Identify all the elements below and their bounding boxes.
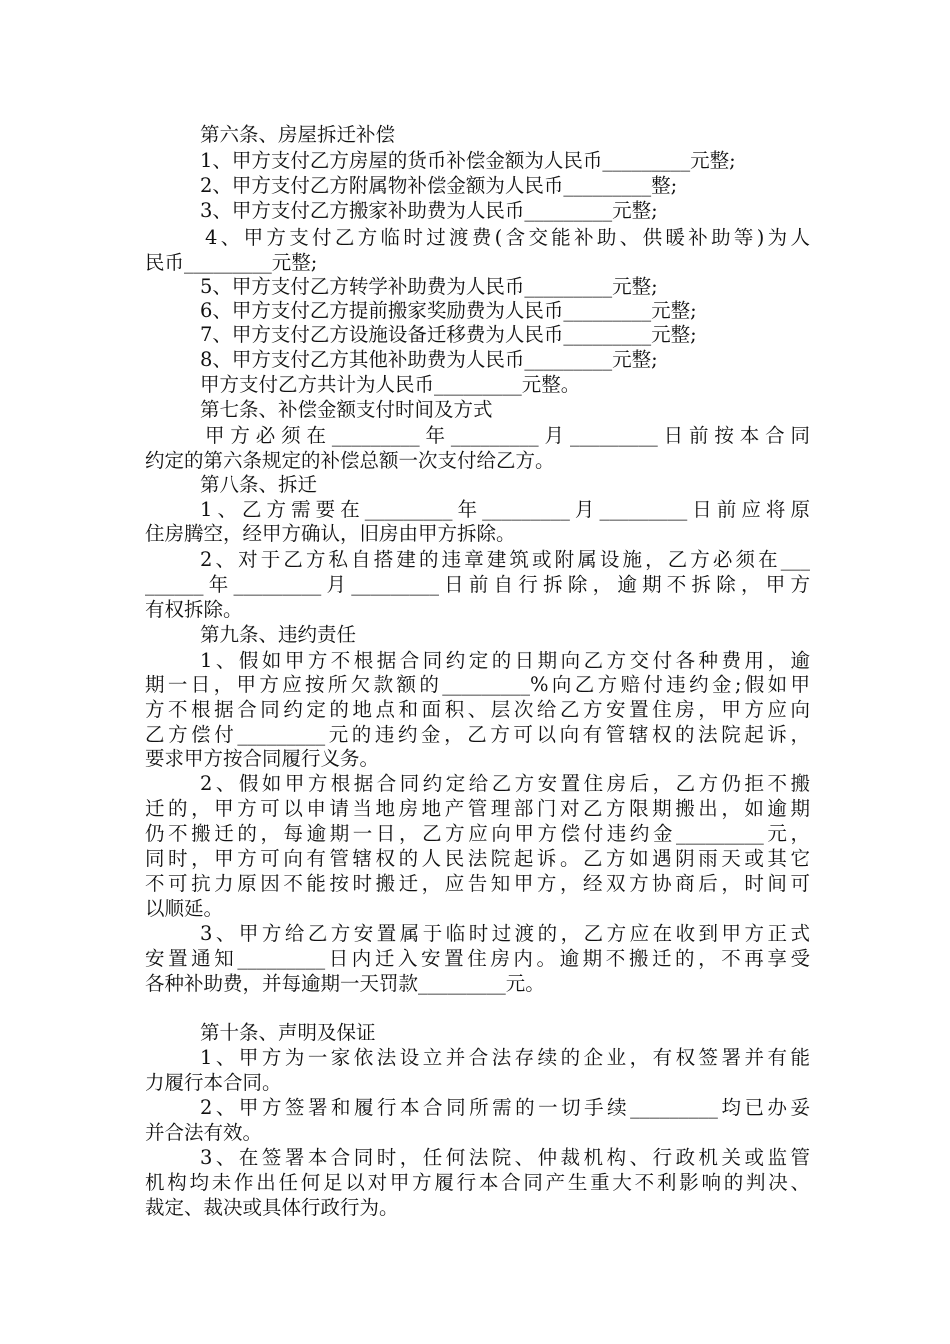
paragraph-line: 8、甲方支付乙方其他补助费为人民币_________元整; (200, 348, 658, 371)
paragraph-line: 2、甲方签署和履行本合同所需的一切手续_________均已办妥 (200, 1096, 810, 1119)
paragraph-line: 6、甲方支付乙方提前搬家奖励费为人民币_________元整; (200, 299, 697, 322)
paragraph-line: 同时，甲方可向有管辖权的人民法院起诉。乙方如遇阴雨天或其它 (145, 847, 810, 870)
paragraph-line: 3、甲方给乙方安置属于临时过渡的，乙方应在收到甲方正式 (200, 922, 810, 945)
paragraph-line: 要求甲方按合同履行义务。 (145, 747, 380, 770)
paragraph-line: 各种补助费，并每逾期一天罚款_________元。 (145, 972, 545, 995)
article-8-heading: 第八条、拆迁 (200, 473, 318, 496)
paragraph-line: 有权拆除。 (145, 598, 243, 621)
paragraph-line: 5、甲方支付乙方转学补助费为人民币_________元整; (200, 275, 658, 298)
paragraph-line: 方不根据合同约定的地点和面积、层次给乙方安置住房，甲方应向 (145, 698, 810, 721)
paragraph-line: 不可抗力原因不能按时搬迁，应告知甲方，经双方协商后，时间可 (145, 872, 810, 895)
paragraph-line: ______年_________月_________日前自行拆除，逾期不拆除，甲方 (145, 573, 810, 596)
paragraph-line: 3、甲方支付乙方搬家补助费为人民币_________元整; (200, 199, 658, 222)
paragraph-line: 2、假如甲方根据合同约定给乙方安置住房后，乙方仍拒不搬 (200, 772, 810, 795)
paragraph-line: 3、在签署本合同时，任何法院、仲裁机构、行政机关或监管 (200, 1146, 810, 1169)
paragraph-line: 甲方必须在_________年_________月_________日前按本合同 (205, 424, 810, 447)
paragraph-line: 力履行本合同。 (145, 1071, 282, 1094)
paragraph-line: 1、甲方支付乙方房屋的货币补偿金额为人民币_________元整; (200, 149, 736, 172)
article-7-heading: 第七条、补偿金额支付时间及方式 (200, 398, 493, 421)
paragraph-line: 1、甲方为一家依法设立并合法存续的企业，有权签署并有能 (200, 1046, 810, 1069)
paragraph-line: 1、乙方需要在_________年_________月_________日前应将原 (200, 498, 810, 521)
paragraph-line: 7、甲方支付乙方设施设备迁移费为人民币_________元整; (200, 323, 697, 346)
paragraph-line: 1、假如甲方不根据合同约定的日期向乙方交付各种费用，逾 (200, 649, 810, 672)
paragraph-line: 住房腾空，经甲方确认，旧房由甲方拆除。 (145, 522, 516, 545)
paragraph-line: 甲方支付乙方共计为人民币_________元整。 (200, 373, 581, 396)
paragraph-line: 期一日，甲方应按所欠款额的_________%向乙方赔付违约金;假如甲 (145, 673, 810, 696)
paragraph-line: 约定的第六条规定的补偿总额一次支付给乙方。 (145, 449, 555, 472)
paragraph-line: 并合法有效。 (145, 1121, 263, 1144)
article-9-heading: 第九条、违约责任 (200, 623, 357, 646)
paragraph-line: 以顺延。 (145, 897, 224, 920)
paragraph-line: 安置通知_________日内迁入安置住房内。逾期不搬迁的，不再享受 (145, 947, 810, 970)
article-10-heading: 第十条、声明及保证 (200, 1021, 376, 1044)
paragraph-line: 2、对于乙方私自搭建的违章建筑或附属设施，乙方必须在___ (200, 548, 810, 571)
paragraph-line: 4、甲方支付乙方临时过渡费(含交能补助、供暖补助等)为人 (205, 226, 810, 249)
paragraph-line: 裁定、裁决或具体行政行为。 (145, 1196, 399, 1219)
paragraph-line: 民币_________元整; (145, 251, 318, 274)
paragraph-line: 机构均未作出任何足以对甲方履行本合同产生重大不利影响的判决、 (145, 1171, 810, 1194)
paragraph-line: 迁的，甲方可以申请当地房地产管理部门对乙方限期搬出，如逾期 (145, 797, 810, 820)
paragraph-line: 2、甲方支付乙方附属物补偿金额为人民币_________整; (200, 174, 678, 197)
paragraph-line: 仍不搬迁的，每逾期一日，乙方应向甲方偿付违约金_________元， (145, 822, 810, 845)
article-6-heading: 第六条、房屋拆迁补偿 (200, 123, 396, 146)
paragraph-line: 乙方偿付_________元的违约金，乙方可以向有管辖权的法院起诉， (145, 723, 810, 746)
